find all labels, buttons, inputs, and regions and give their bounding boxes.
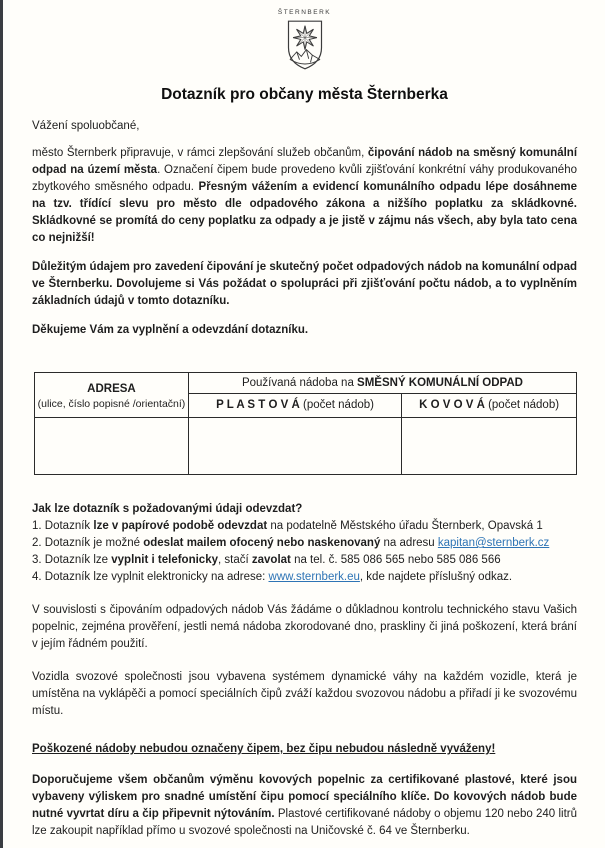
text-run: 4. Dotazník lze vyplnit elektronicky na adrese: bbox=[32, 571, 269, 583]
paragraph-importance: Důležitým údajem pro zavedení čipování je skutečný počet odpadových nádob na komunální odpad ve Šternberku. Dovolujeme si Vás požádat o spolupráci při zjišťování počtu nádob, a to vyplněním základních údajů v tomto dotazníku. bbox=[32, 261, 577, 307]
bold-phrase: lze v papírové podobě odevzdat bbox=[93, 520, 268, 532]
text-run: Používaná nádoba na bbox=[241, 376, 358, 389]
text-run: , kde najdete příslušný odkaz. bbox=[359, 571, 513, 583]
delivery-item-email bbox=[32, 535, 577, 552]
bold-phrase: vyplnit i telefonicky bbox=[111, 554, 218, 566]
website-link[interactable]: www.sternberk.eu bbox=[268, 571, 360, 583]
page-title: Dotazník pro občany města Šternberka bbox=[161, 86, 448, 103]
paragraph-recommendation bbox=[32, 772, 577, 840]
address-header-cell bbox=[35, 373, 189, 418]
salutation: Vážení spoluobčané, bbox=[32, 120, 140, 132]
bold-phrase-recommendation: Doporučujeme všem občanům výměnu kovových popelnic za certifikované plastové, které jsou vybaveny výliskem pro snadné umístění čipu pomocí speciálního klíče. Do kovových nádob bude nutné vyvrtat díru a čip připevnit nýtováním. bbox=[32, 774, 577, 820]
text-run: 2. Dotazník je možné bbox=[32, 537, 144, 549]
bold-phrase: odeslat mailem ofocený nebo naskenovaný bbox=[143, 537, 381, 549]
page-left-edge bbox=[0, 0, 3, 848]
plastic-count-cell bbox=[188, 418, 401, 475]
email-link[interactable]: kapitan@sternberk.cz bbox=[437, 537, 550, 549]
bold-phrase: zavolat bbox=[251, 554, 291, 566]
bold-phrase-weighing: Přesným vážením a evidencí komunálního odpadu lépe dosáhneme na tzv. třídící slevu pro město dle odpadového zákona a nižšího poplatku za skládkovné. Skládkovné se promítá do ceny poplatku za odpady a je jistě v zájmu nás všech, aby byla tato cena co nejnižší! bbox=[32, 181, 577, 244]
text-run: (počet nádob) bbox=[299, 399, 374, 411]
coat-of-arms-icon bbox=[283, 18, 327, 72]
text-run: , stačí bbox=[218, 554, 252, 566]
mixed-waste-label: SMĚSNÝ KOMUNÁLNÍ ODPAD bbox=[357, 376, 523, 389]
city-logo bbox=[32, 9, 577, 72]
address-title: ADRESA bbox=[87, 383, 136, 395]
text-run: . Označení čipem bude provedeno kvůli zjišťování konkrétní váhy produkovaného zbytkového směsného odpadu. bbox=[32, 164, 577, 193]
delivery-item-paper bbox=[32, 518, 577, 535]
warning-damaged-bins: Poškozené nádoby nebudou označeny čipem, bez čipu nebudou následně vyváženy! bbox=[32, 743, 496, 755]
paragraph-condition-check: V souvislosti s čipováním odpadových nádob Vás žádáme o důkladnou kontrolu technického stavu Vašich popelnic, zejména prověření, jestli nemá nádoba zkorodované dno, praskliny či jiná poškození, která brání v jejím řádném použití. bbox=[32, 604, 577, 650]
text-run: Plastové certifikované nádoby o objemu 120 nebo 240 litrů lze zakoupit například přímo u svozové společnosti na Uničovské č. 64 ve Šternberku. bbox=[32, 808, 577, 837]
text-run: na adresu bbox=[380, 537, 438, 549]
delivery-heading: Jak lze dotazník s požadovanými údaji odevzdat? bbox=[32, 503, 303, 515]
text-run: (počet nádob) bbox=[484, 399, 560, 411]
metal-count-cell bbox=[402, 418, 577, 475]
text-run: 3. Dotazník lze bbox=[32, 554, 112, 566]
logo-caption: ŠTERNBERK bbox=[277, 9, 332, 16]
text-run: město Šternberk připravuje, v rámci zlepšování služeb občanům, bbox=[32, 147, 368, 159]
plastic-label: P L A S T O V Á bbox=[216, 399, 300, 411]
paragraph-chipping-intro bbox=[32, 145, 577, 247]
container-type-header-cell bbox=[188, 373, 576, 394]
text-run: na tel. č. 585 086 565 nebo 585 086 566 bbox=[290, 554, 501, 566]
bold-phrase-chipping: čipování nádob na směsný komunální odpad na území města bbox=[32, 147, 578, 176]
paragraph-thanks: Děkujeme Vám za vyplnění a odevzdání dotazníku. bbox=[32, 324, 309, 336]
delivery-item-phone bbox=[32, 552, 577, 569]
text-run: na podatelně Městského úřadu Šternberk, Opavská 1 bbox=[267, 520, 543, 532]
bins-table bbox=[34, 372, 577, 475]
metal-header-cell bbox=[402, 394, 577, 418]
metal-label: K O V O V Á bbox=[419, 399, 485, 411]
address-subtitle: (ulice, číslo popisné /orientační) bbox=[37, 398, 186, 410]
delivery-item-online bbox=[32, 569, 577, 586]
text-run: 1. Dotazník bbox=[32, 520, 94, 532]
plastic-header-cell bbox=[188, 394, 401, 418]
paragraph-vehicles: Vozidla svozové společnosti jsou vybavena systémem dynamické váhy na každém vozidle, která je umístěna na vyklápěči a pomocí speciálních čipů zváží každou svozovou nádobu a přiřadí ji ke svozovému místu. bbox=[32, 671, 577, 717]
address-input-cell bbox=[35, 418, 189, 475]
